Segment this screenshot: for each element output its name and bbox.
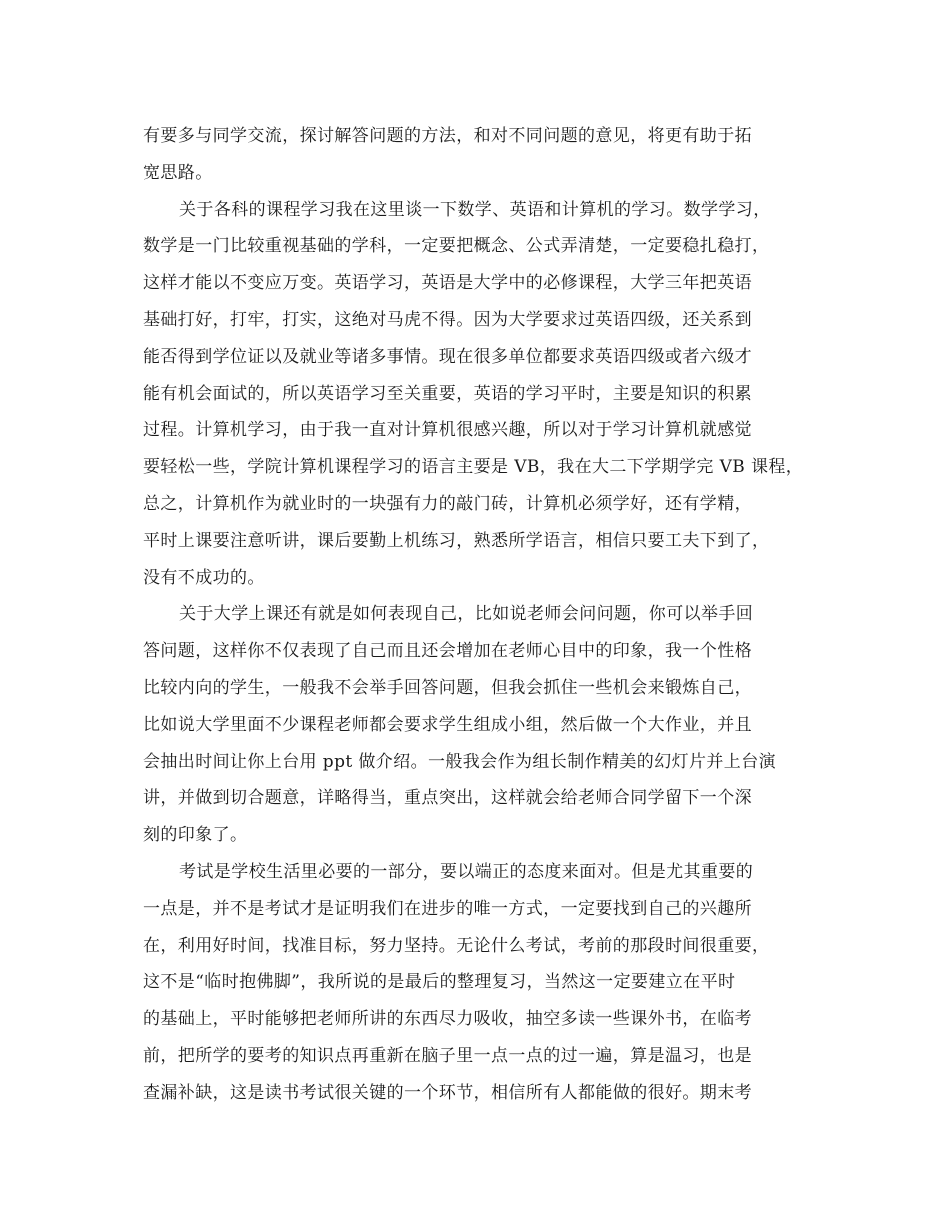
text-line: 一点是，并不是考试才是证明我们在进步的唯一方式，一定要找到自己的兴趣所: [143, 898, 752, 919]
text-line: 宽思路。: [143, 162, 213, 183]
body-text: [143, 118, 833, 1112]
text-line: 答问题，这样你不仅表现了自己而且还会增加在老师心目中的印象，我一个性格: [143, 641, 752, 662]
text-line: 比如说大学里面不少课程老师都会要求学生组成小组，然后做一个大作业，并且: [143, 714, 752, 735]
text-line: 能否得到学位证以及就业等诸多事情。现在很多单位都要求英语四级或者六级才: [143, 346, 752, 367]
text-line: 基础打好，打牢，打实，这绝对马虎不得。因为大学要求过英语四级，还关系到: [143, 309, 752, 330]
paragraph-4: [143, 854, 833, 1112]
text-line: 总之，计算机作为就业时的一块强有力的敲门砖，计算机必须学好，还有学精，: [143, 493, 752, 514]
text-line: 查漏补缺，这是读书考试很关键的一个环节，相信所有人都能做的很好。期末考: [143, 1082, 752, 1103]
text-line: 这样才能以不变应万变。英语学习，英语是大学中的必修课程，大学三年把英语: [143, 273, 752, 294]
text-line: 没有不成功的。: [143, 567, 265, 588]
text-line: 要轻松一些，学院计算机课程学习的语言主要是 VB，我在大二下学期学完 VB 课程，: [143, 457, 804, 478]
text-line: 讲，并做到切合题意，详略得当，重点突出，这样就会给老师合同学留下一个深: [143, 788, 752, 809]
text-line: 关于大学上课还有就是如何表现自己，比如说老师会问问题，你可以举手回: [179, 604, 754, 625]
text-line: 的基础上，平时能够把老师所讲的东西尽力吸收，抽空多读一些课外书，在临考: [143, 1009, 752, 1030]
text-line: 过程。计算机学习，由于我一直对计算机很感兴趣，所以对于学习计算机就感觉: [143, 420, 752, 441]
text-line: 在，利用好时间，找准目标，努力坚持。无论什么考试，考前的那段时间很重要，: [143, 935, 770, 956]
paragraph-1: [143, 118, 833, 192]
text-line: 关于各科的课程学习我在这里谈一下数学、英语和计算机的学习。数学学习，: [179, 199, 771, 220]
paragraph-3: [143, 596, 833, 854]
text-line: 前，把所学的要考的知识点再重新在脑子里一点一点的过一遍，算是温习，也是: [143, 1045, 752, 1066]
text-line: 刻的印象了。: [143, 825, 248, 846]
text-line: 平时上课要注意听讲，课后要勤上机练习，熟悉所学语言，相信只要工夫下到了，: [143, 530, 770, 551]
text-line: 数学是一门比较重视基础的学科，一定要把概念、公式弄清楚，一定要稳扎稳打，: [143, 236, 770, 257]
text-line: 这不是“临时抱佛脚”，我所说的是最后的整理复习，当然这一定要建立在平时: [143, 972, 736, 993]
text-line: 能有机会面试的，所以英语学习至关重要，英语的学习平时，主要是知识的积累: [143, 383, 752, 404]
paragraph-2: [143, 192, 833, 597]
text-line: 会抽出时间让你上台用 ppt 做介绍。一般我会作为组长制作精美的幻灯片并上台演: [143, 751, 777, 772]
text-line: 考试是学校生活里必要的一部分，要以端正的态度来面对。但是尤其重要的: [179, 861, 754, 882]
text-line: 比较内向的学生，一般我不会举手回答问题，但我会抓住一些机会来锻炼自己，: [143, 677, 752, 698]
text-line: 有要多与同学交流，探讨解答问题的方法，和对不同问题的意见，将更有助于拓: [143, 126, 752, 146]
